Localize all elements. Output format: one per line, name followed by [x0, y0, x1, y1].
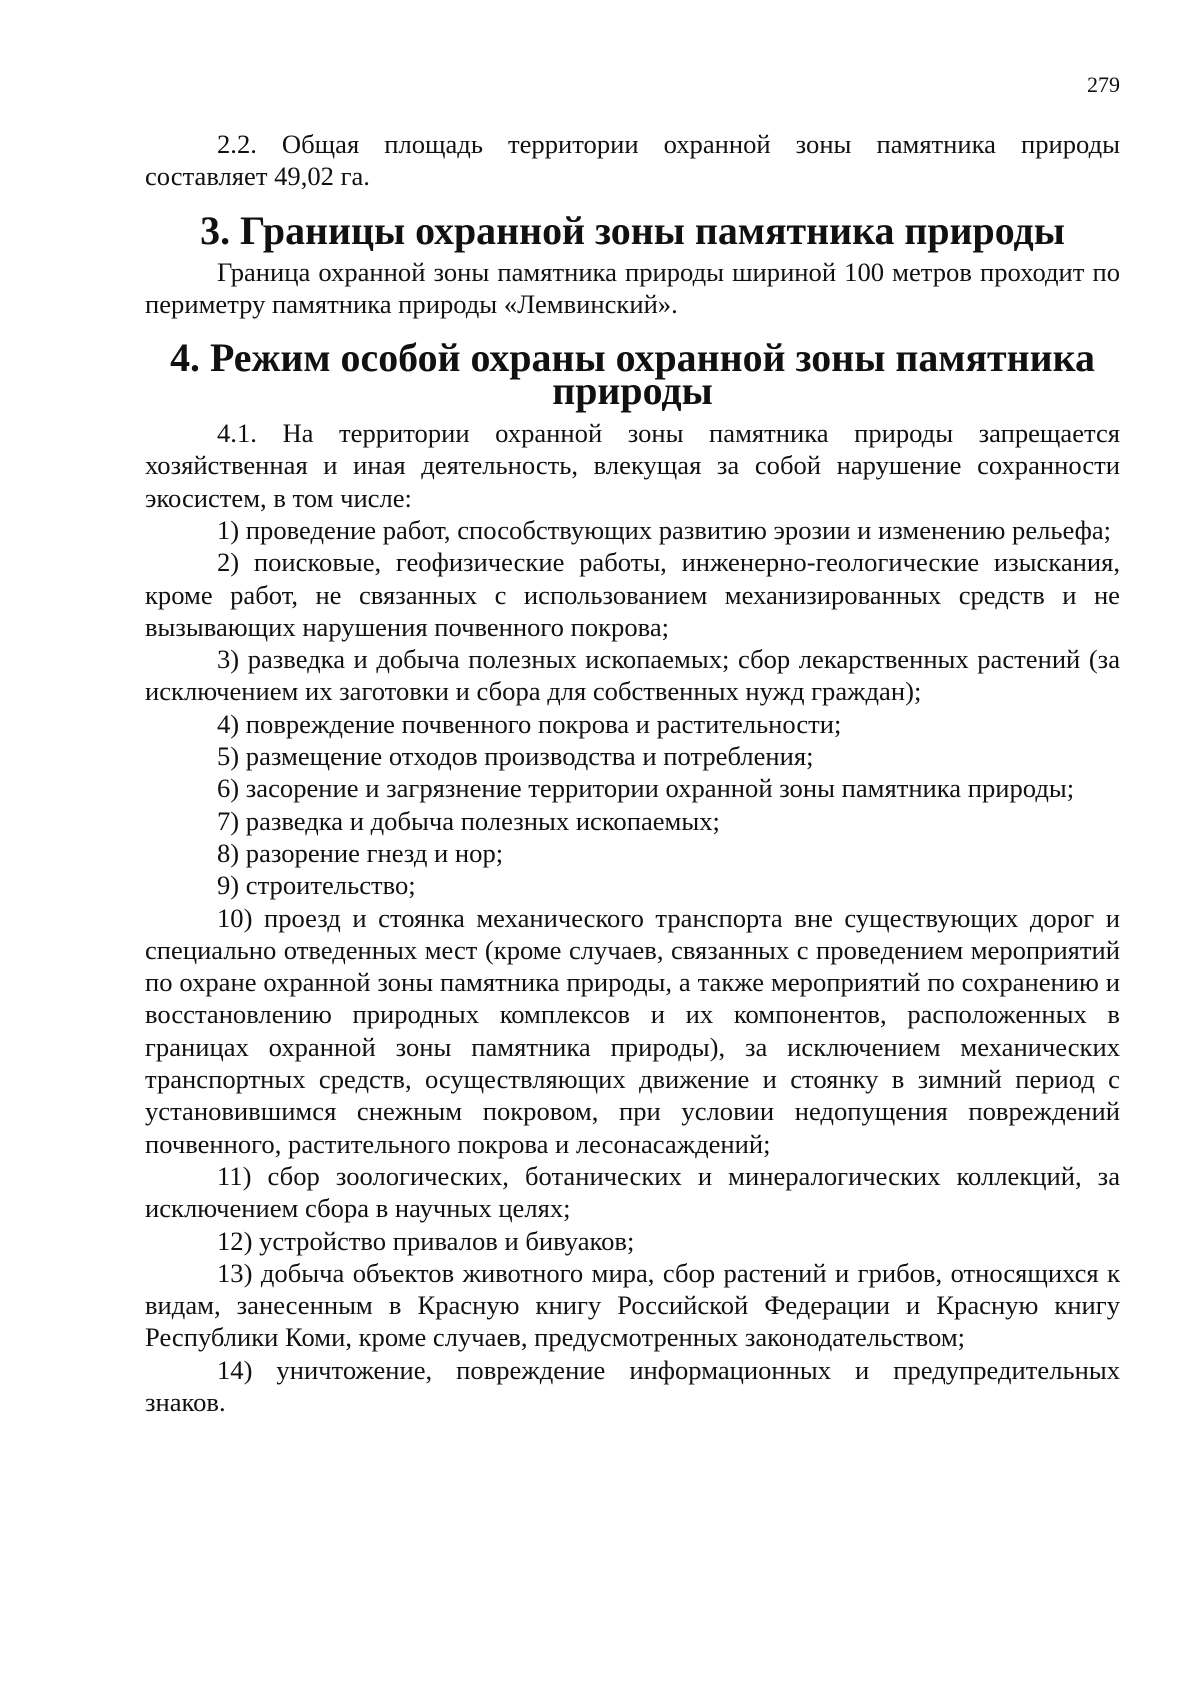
list-item-5: 5) размещение отходов производства и потребления; [217, 741, 814, 772]
list-item-11: 11) сбор зоологических, ботанических и минералогических коллекций, за исключением сбора в научных целях; [145, 1160, 1120, 1224]
list-item-14: 14) уничтожение, повреждение информационных и предупредительных знаков. [145, 1354, 1120, 1417]
list-item-9: 9) строительство; [217, 870, 416, 901]
list-item-10: 10) проезд и стоянка механического транспорта вне существующих дорог и специально отведенных мест (кроме случаев, связанных с проведением мероприятий по охране охранной зоны памятника природы, а также мероприятий по сохранению и восстановлению природных комплексов и их компонентов, расположенных в границах охранной зоны памятника природы), за исключением механических транспортных средств, осуществляющих движение и стоянку в зимний период с установившимся снежным покровом, при условии недопущения повреждений почвенного, растительного покрова и лесонасаждений; [145, 902, 1120, 1159]
para-boundary: Граница охранной зоны памятника природы шириной 100 метров проходит по периметру памятника природы «Лемвинский». [145, 256, 1120, 320]
document-body [145, 128, 1120, 1418]
page-number: 279 [1087, 72, 1120, 97]
list-item-6: 6) засорение и загрязнение территории охранной зоны памятника природы; [217, 773, 1075, 804]
list-item-1: 1) проведение работ, способствующих развитию эрозии и изменению рельефа; [217, 514, 1112, 545]
list-item-3: 3) разведка и добыча полезных ископаемых; сбор лекарственных растений (за исключением их заготовки и сбора для собственных нужд граждан); [145, 644, 1120, 707]
list-item-4: 4) повреждение почвенного покрова и растительности; [217, 708, 842, 739]
para-4-1: 4.1. На территории охранной зоны памятника природы запрещается хозяйственная и иная деятельность, влекущая за собой нарушение сохранности экосистем, в том числе: [145, 418, 1120, 513]
para-2-2: 2.2. Общая площадь территории охранной зоны памятника природы составляет 49,02 га. [145, 129, 1120, 192]
list-item-7: 7) разведка и добыча полезных ископаемых; [217, 805, 720, 836]
list-item-8: 8) разорение гнезд и нор; [217, 837, 504, 868]
list-item-2: 2) поисковые, геофизические работы, инженерно-геологические изыскания, кроме работ, не связанных с использованием механизированных средств и не вызывающих нарушения почвенного покрова; [145, 547, 1120, 642]
list-item-13: 13) добыча объектов животного мира, сбор растений и грибов, относящихся к видам, занесенным в Красную книгу Российской Федерации и Красную книгу Республики Коми, кроме случаев, предусмотренных законодательством; [145, 1257, 1120, 1353]
list-item-12: 12) устройство привалов и бивуаков; [217, 1225, 635, 1256]
heading-section-4: 4. Режим особой охраны охранной зоны памятника природы [170, 335, 1095, 413]
heading-section-3: 3. Границы охранной зоны памятника природы [200, 207, 1065, 253]
